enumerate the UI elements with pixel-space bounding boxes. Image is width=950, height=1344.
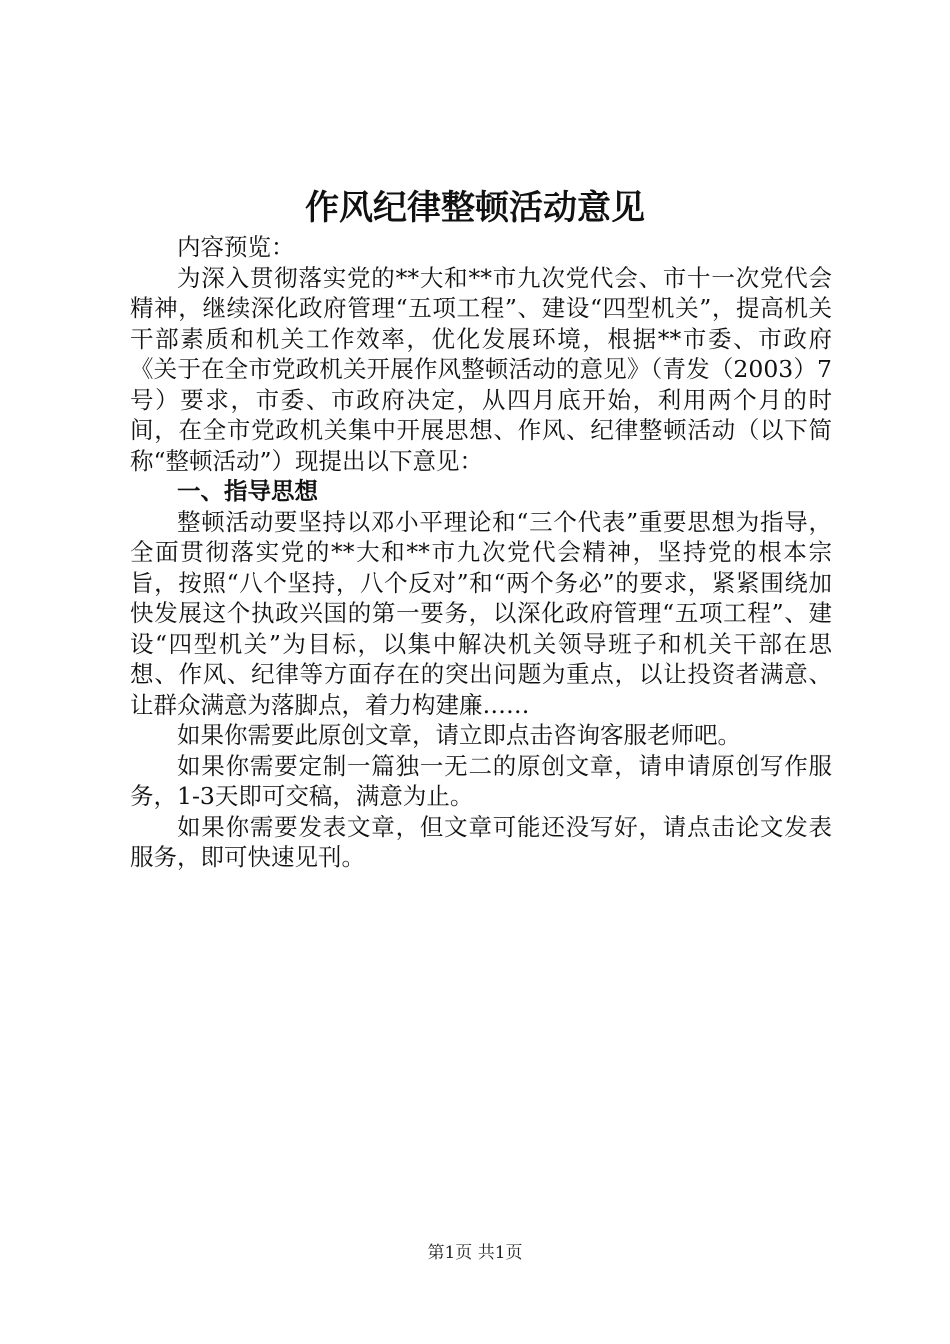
promo-publishing-paragraph: 如果你需要发表文章，但文章可能还没写好，请点击论文发表服务，即可快速见刊。 [130,812,832,871]
section-paragraph-guiding-ideology: 整顿活动要坚持以邓小平理论和“三个代表”重要思想为指导，全面贯彻落实党的**大和**市九次党代会精神，坚持党的根本宗旨，按照“八个坚持，八个反对”和“两个务必”的要求，紧紧围绕加快发展这个执政兴国的第一要务，以深化政府管理“五项工程”、建设“四型机关”为目标，以集中解决机关领导班子和机关干部在思想、作风、纪律等方面存在的突出问题为重点，以让投资者满意、让群众满意为落脚点，着力构建廉…… [130,507,832,719]
page-footer: 第1页 共1页 [427,1243,523,1263]
promo-custom-writing-paragraph: 如果你需要定制一篇独一无二的原创文章，请申请原创写作服务，1-3天即可交稿，满意为止。 [130,751,832,810]
document-title: 作风纪律整顿活动意见 [305,188,645,228]
document-body [130,232,832,873]
section-heading-guiding-ideology: 一、指导思想 [177,477,318,505]
preview-label: 内容预览： [177,233,295,261]
intro-paragraph: 为深入贯彻落实党的**大和**市九次党代会、市十一次党代会精神，继续深化政府管理“五项工程”、建设“四型机关”，提高机关干部素质和机关工作效率，优化发展环境，根据**市委、市政府《关于在全市党政机关开展作风整顿活动的意见》（青发（2003）7号）要求，市委、市政府决定，从四月底开始，利用两个月的时间，在全市党政机关集中开展思想、作风、纪律整顿活动（以下简称“整顿活动”）现提出以下意见： [130,263,832,475]
promo-consult-paragraph: 如果你需要此原创文章，请立即点击咨询客服老师吧。 [177,721,741,749]
